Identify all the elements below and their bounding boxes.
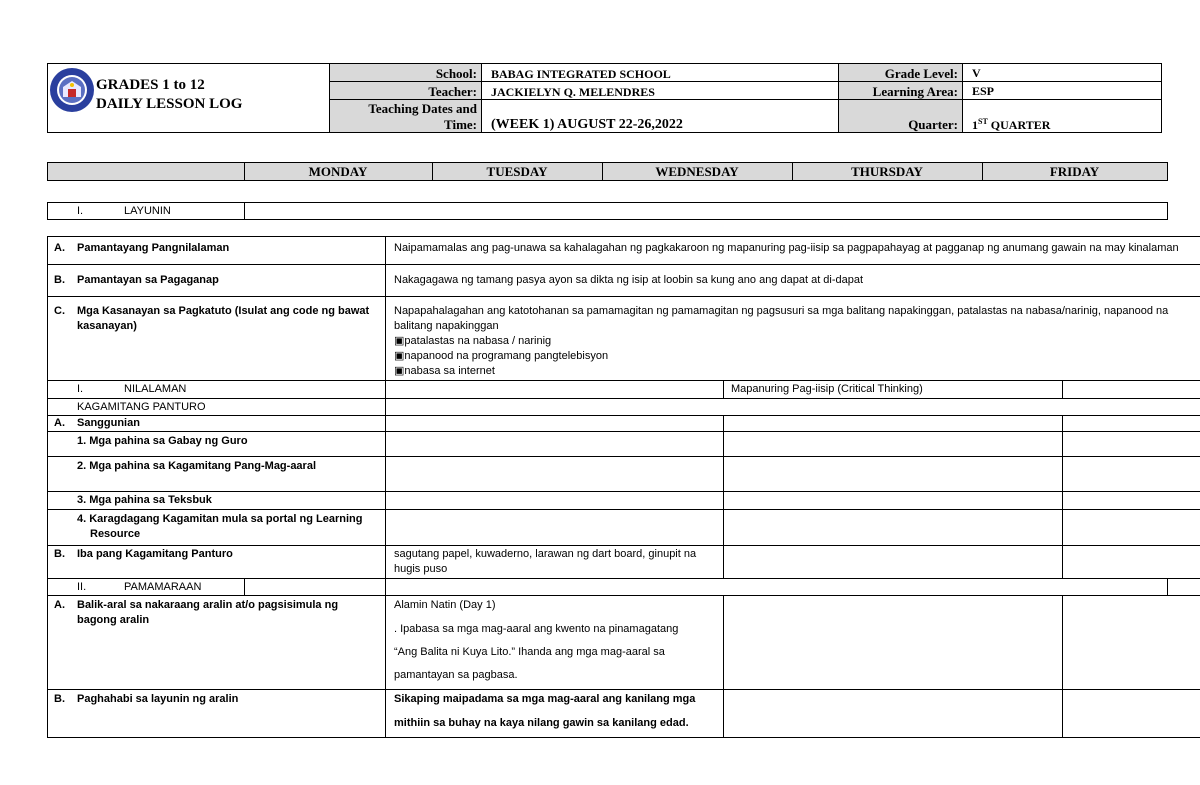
balik-letter: A. (54, 599, 65, 611)
layunin-label: LAYUNIN (124, 205, 171, 217)
deped-seal-logo (49, 67, 95, 113)
row-c-label-2: kasanayan) (77, 320, 137, 332)
logo-title-1: GRADES 1 to 12 (96, 77, 205, 93)
row-c-value-2: balitang napakinggan (394, 320, 499, 332)
iba-value-2: hugis puso (394, 563, 448, 575)
dates-value: (WEEK 1) AUGUST 22-26,2022 (491, 117, 683, 132)
paghahabi-value-2: mithiin sa buhay na kaya nilang gawin sa kanilang edad. (394, 717, 689, 729)
balik-value-1: Alamin Natin (Day 1) (394, 599, 496, 611)
row-c-letter: C. (54, 305, 65, 317)
row-a-letter: A. (54, 242, 65, 254)
row-a-value: Naipamamalas ang pag-unawa sa kahalagahan ng pagkakaroon ng mapanuring pag-iisip sa pagpapahayag at pagganap ng anumang gawain na may kinalaman (394, 242, 1179, 254)
grade-label: Grade Level: (884, 66, 958, 81)
layunin-num: I. (77, 205, 84, 217)
row-a-label: Pamantayang Pangnilalaman (77, 242, 230, 254)
sanggunian-letter: A. (54, 417, 65, 429)
row-b-value: Nakagagawa ng tamang pasya ayon sa dikta ng isip at loobin sa kung ano ang dapat at di-dapat (394, 274, 864, 286)
quarter-text: QUARTER (987, 118, 1051, 132)
dates-label-1: Teaching Dates and (368, 101, 477, 116)
day-friday: FRIDAY (1049, 164, 1100, 179)
iba-value-1: sagutang papel, kuwaderno, larawan ng dart board, ginupit na (394, 548, 697, 560)
balik-value-2: . Ipabasa sa mga mag-aaral ang kwento na pinamagatang (394, 623, 679, 635)
teacher-label: Teacher: (428, 84, 477, 99)
row-b-letter: B. (54, 274, 65, 286)
dates-label-2: Time: (444, 117, 477, 132)
area-value: ESP (972, 84, 995, 98)
sanggunian-item-4-line2: Resource (90, 528, 141, 540)
checkbox-icon: ▣ (394, 335, 405, 347)
bullet-text: nabasa sa internet (404, 365, 495, 377)
balik-value-4: pamantayan sa pagbasa. (394, 669, 518, 681)
day-wednesday: WEDNESDAY (655, 164, 739, 179)
day-tuesday: TUESDAY (486, 164, 548, 179)
pamamaraan-num: II. (77, 581, 87, 593)
area-label: Learning Area: (872, 84, 958, 99)
teacher-value: JACKIELYN Q. MELENDRES (491, 85, 655, 99)
balik-value-3: “Ang Balita ni Kuya Lito.” Ihanda ang mga mag-aaral sa (394, 646, 665, 658)
quarter-value (972, 117, 1050, 133)
row-c-bullet-2 (394, 349, 608, 364)
iba-label: Iba pang Kagamitang Panturo (77, 548, 233, 560)
logo-title-2: DAILY LESSON LOG (96, 96, 243, 112)
pamamaraan-label: PAMAMARAAN (124, 581, 202, 593)
bullet-text: napanood na programang pangtelebisyon (404, 350, 609, 362)
sanggunian-item-2: 2. Mga pahina sa Kagamitang Pang-Mag-aaral (77, 460, 317, 472)
quarter-num: 1 (972, 118, 978, 132)
iba-letter: B. (54, 548, 65, 560)
quarter-sup: ST (978, 117, 988, 126)
kagamitan-label: KAGAMITANG PANTURO (77, 401, 206, 413)
row-c-bullet-1 (394, 334, 551, 349)
nilalaman-value: Mapanuring Pag-iisip (Critical Thinking) (731, 383, 923, 395)
day-thursday: THURSDAY (851, 164, 923, 179)
school-value: BABAG INTEGRATED SCHOOL (491, 67, 671, 81)
grade-value: V (972, 66, 981, 80)
sanggunian-item-1: 1. Mga pahina sa Gabay ng Guro (77, 435, 248, 447)
paghahabi-label: Paghahabi sa layunin ng aralin (77, 693, 239, 705)
row-b-label: Pamantayan sa Pagaganap (77, 274, 219, 286)
nilalaman-num: I. (77, 383, 84, 395)
paghahabi-letter: B. (54, 693, 65, 705)
row-c-value-1: Napapahalagahan ang katotohanan sa pamamagitan ng pamamagitan ng pagsusuri sa mga balitang napakinggan, patalastas na nabasa/narinig, napanood na (394, 305, 1169, 317)
sanggunian-item-3: 3. Mga pahina sa Teksbuk (77, 494, 212, 506)
checkbox-icon: ▣ (394, 365, 405, 377)
quarter-label: Quarter: (908, 117, 958, 132)
sanggunian-label: Sanggunian (77, 417, 140, 429)
balik-label-2: bagong aralin (77, 614, 150, 626)
day-monday: MONDAY (308, 164, 368, 179)
nilalaman-label: NILALAMAN (124, 383, 187, 395)
checkbox-icon: ▣ (394, 350, 405, 362)
balik-label-1: Balik-aral sa nakaraang aralin at/o pagsisimula ng (77, 599, 339, 611)
row-c-bullet-3 (394, 364, 495, 379)
sanggunian-item-4-line1: 4. Karagdagang Kagamitan mula sa portal ng Learning (77, 513, 363, 525)
row-c-label-1: Mga Kasanayan sa Pagkatuto (Isulat ang code ng bawat (77, 305, 370, 317)
paghahabi-value-1: Sikaping maipadama sa mga mag-aaral ang kanilang mga (394, 693, 696, 705)
bullet-text: patalastas na nabasa / narinig (404, 335, 552, 347)
school-label: School: (435, 66, 477, 81)
